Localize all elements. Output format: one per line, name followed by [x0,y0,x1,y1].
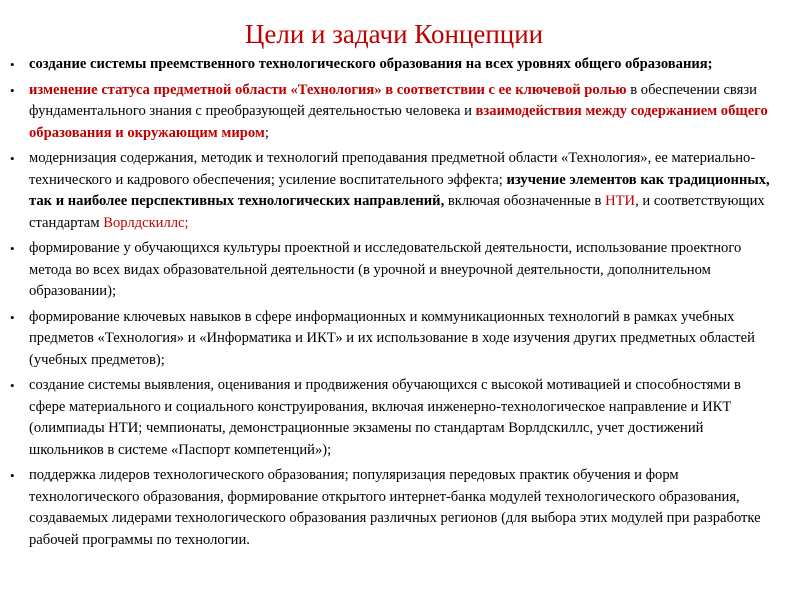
bullet-text-segment: создание системы преемственного технологического образования на всех уровнях общего образования; [29,56,713,72]
bullet-marker: • [10,378,15,393]
bullet-text-segment: Ворлдскиллс; [103,214,189,231]
bullet-text-segment: взаимодействия между содержанием общего образования и окружающим миром [29,103,768,141]
bullet-text-segment: НТИ [605,193,636,209]
bullet-text-segment: ; [264,124,269,141]
bullet-text-segment: модернизация содержания, методик и технологий преподавания предметной области «Технология», ее материально-технического и кадрового обеспечения; усиление воспитательного эффекта; [29,150,756,188]
bullet-item [10,465,778,551]
bullet-item [10,54,778,76]
bullet-marker: • [10,82,15,98]
bullet-text-segment: поддержка лидеров технологического образования; популяризация передовых практик обучения и форм технологического образования, формирование открытого интернет-банка модулей технологического образования, создаваемых лидерами технологического образования различных регионов (для выбора этих модулей при разработке рабочей программы по технологии. [29,467,761,548]
bullet-item [10,238,778,303]
bullet-marker: • [10,468,15,483]
bullet-list [10,54,778,551]
bullet-text-segment: в обеспечении связи фундаментального знания с преобразующей деятельностью человека и [29,81,757,119]
bullet-item [10,375,778,461]
bullet-item [10,148,778,234]
bullet-text-segment: изменение статуса предметной области «Технология» в соответствии с ее ключевой ролью [29,81,627,98]
bullet-text-segment: создание системы выявления, оценивания и продвижения обучающихся с высокой мотивацией и способностями в сфере материального и социального конструирования, включая инженерно-технологическое направление и ИКТ (олимпиады НТИ; чемпионаты, демонстрационные экзамены по стандартам Ворлдскиллс, учет достижений школьников в системе «Паспорт компетенций»); [29,377,741,458]
bullet-marker: • [10,309,15,325]
bullet-text-segment: формирование у обучающихся культуры проектной и исследовательской деятельности, использование проектного метода во всех видах образовательной деятельности (в урочной и внеурочной деятельности, дополнительном образовании); [29,240,742,299]
bullet-marker: • [10,151,15,166]
bullet-item [10,307,778,372]
slide-title: Цели и задачи Концепции [244,19,544,49]
bullet-marker: • [10,241,15,256]
bullet-text-segment: включая обозначенные в [444,193,606,209]
bullet-marker: • [10,57,15,72]
bullet-text-segment: формирование ключевых навыков в сфере информационных и коммуникационных технологий в рамках учебных предметов «Технология» и «Информатика и ИКТ» и их использование в ходе изучения других предметных областей (учебных предметов); [29,308,755,368]
bullet-text-segment: , и соответствующих стандартам [29,193,765,231]
bullet-item [10,80,778,145]
bullet-text-segment: изучение элементов как традиционных, так и наиболее перспективных технологических направлений, [29,171,770,209]
